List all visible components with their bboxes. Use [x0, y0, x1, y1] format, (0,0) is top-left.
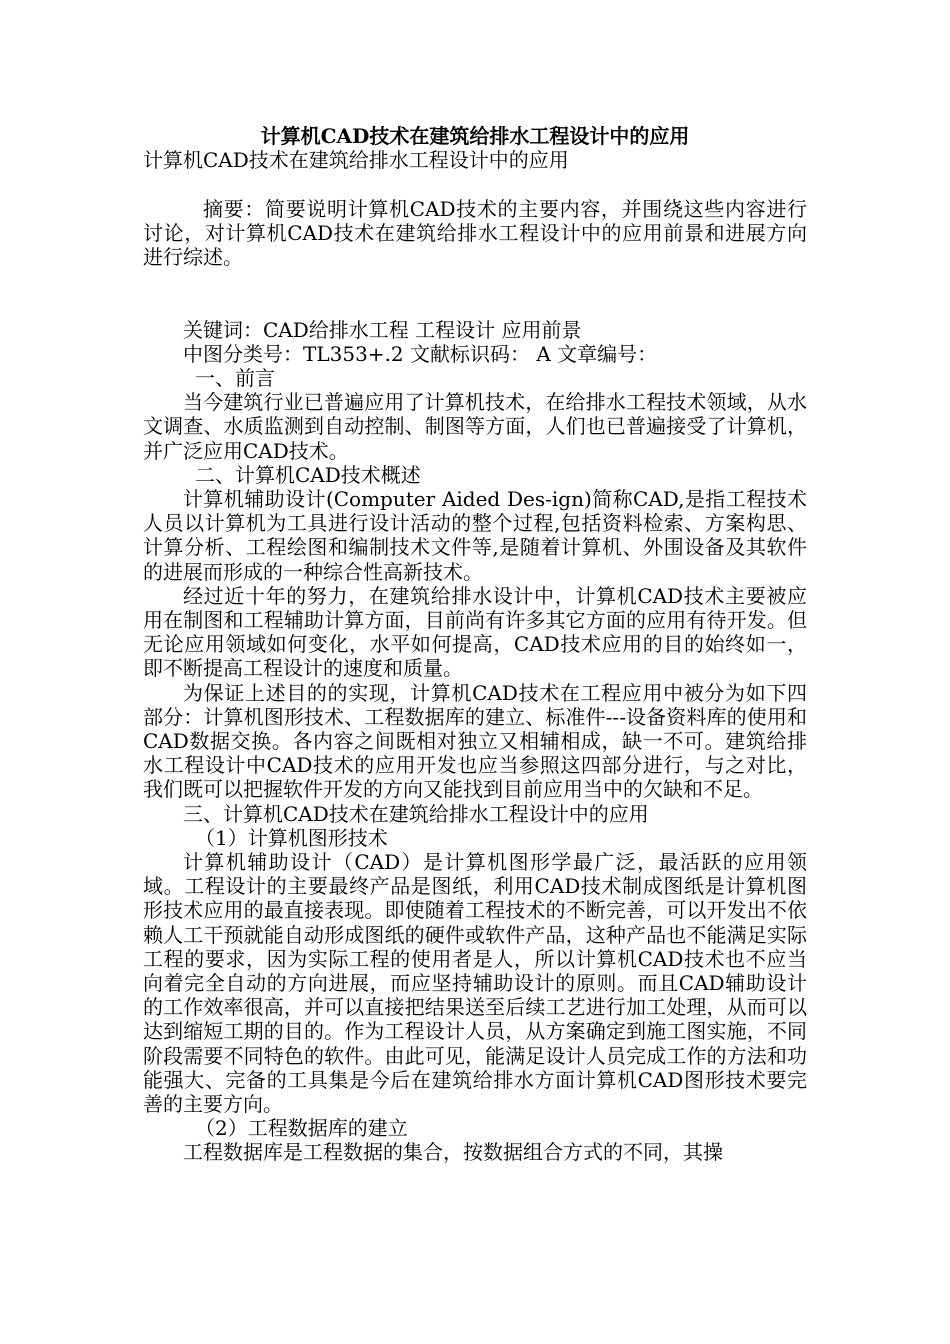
classification-line: 中图分类号：TL353+.2 文献标识码： A 文章编号：	[183, 341, 658, 366]
document-title: 计算机CAD技术在建筑给排水工程设计中的应用	[260, 124, 690, 148]
section-heading-overview: 二、计算机CAD技术概述	[195, 462, 421, 487]
body-paragraph: 工程数据库是工程数据的集合，按数据组合方式的不同，其操	[183, 1140, 723, 1165]
subsection-heading-database: （2）工程数据库的建立	[195, 1116, 408, 1141]
blank-line	[143, 269, 807, 293]
body-paragraph: 为保证上述目的的实现，计算机CAD技术在工程应用中被分为如下四部分：计算机图形技术、工程数据库的建立、标准件---设备资料库的使用和CAD数据交换。各内容之间既相对独立又相辅相成，缺一不可。建筑给排水工程设计中CAD技术的应用开发也应当参照这四部分进行，与之对比，我们既可以把握软件开发的方向又能找到目前应用当中的欠缺和不足。	[143, 680, 807, 802]
section-heading-application: 三、计算机CAD技术在建筑给排水工程设计中的应用	[183, 801, 649, 826]
body-paragraph: 计算机辅助设计(Computer Aided Des-ign)简称CAD,是指工程技术人员以计算机为工具进行设计活动的整个过程,包括资料检索、方案构思、计算分析、工程绘图和编制技术文件等,是随着计算机、外围设备及其软件的进展而形成的一种综合性高新技术。	[143, 487, 807, 584]
document-body	[143, 124, 807, 1165]
blank-line	[143, 172, 807, 196]
body-paragraph: 经过近十年的努力，在建筑给排水设计中，计算机CAD技术主要被应用在制图和工程辅助计算方面，目前尚有许多其它方面的应用有待开发。但无论应用领域如何变化，水平如何提高，CAD技术应用的目的始终如一，即不断提高工程设计的速度和质量。	[143, 583, 807, 681]
section-heading-intro: 一、前言	[195, 365, 275, 390]
keywords-line: 关键词：CAD给排水工程 工程设计 应用前景	[183, 317, 582, 342]
abstract-paragraph: 摘要：简要说明计算机CAD技术的主要内容，并围绕这些内容进行讨论，对计算机CAD技术在建筑给排水工程设计中的应用前景和进展方向进行综述。	[143, 196, 807, 269]
blank-line	[143, 293, 807, 317]
body-paragraph: 计算机辅助设计（CAD）是计算机图形学最广泛，最活跃的应用领域。工程设计的主要最终产品是图纸，利用CAD技术制成图纸是计算机图形技术应用的最直接表现。即使随着工程技术的不断完善，可以开发出不依赖人工干预就能自动形成图纸的硬件或软件产品，这种产品也不能满足实际工程的要求，因为实际工程的使用者是人，所以计算机CAD技术也不应当向着完全自动的方向进展，而应坚持辅助设计的原则。而且CAD辅助设计的工作效率很高，并可以直接把结果送至后续工艺进行加工处理，从而可以达到缩短工期的目的。作为工程设计人员，从方案确定到施工图实施，不同阶段需要不同特色的软件。由此可见，能满足设计人员完成工作的方法和功能强大、完备的工具集是今后在建筑给排水方面计算机CAD图形技术要完善的主要方向。	[143, 850, 807, 1117]
subsection-heading-graphics: （1）计算机图形技术	[195, 825, 388, 850]
body-paragraph: 当今建筑行业已普遍应用了计算机技术，在给排水工程技术领域，从水文调查、水质监测到自动控制、制图等方面，人们也已普遍接受了计算机，并广泛应用CAD技术。	[143, 390, 807, 463]
document-subtitle: 计算机CAD技术在建筑给排水工程设计中的应用	[143, 148, 569, 173]
